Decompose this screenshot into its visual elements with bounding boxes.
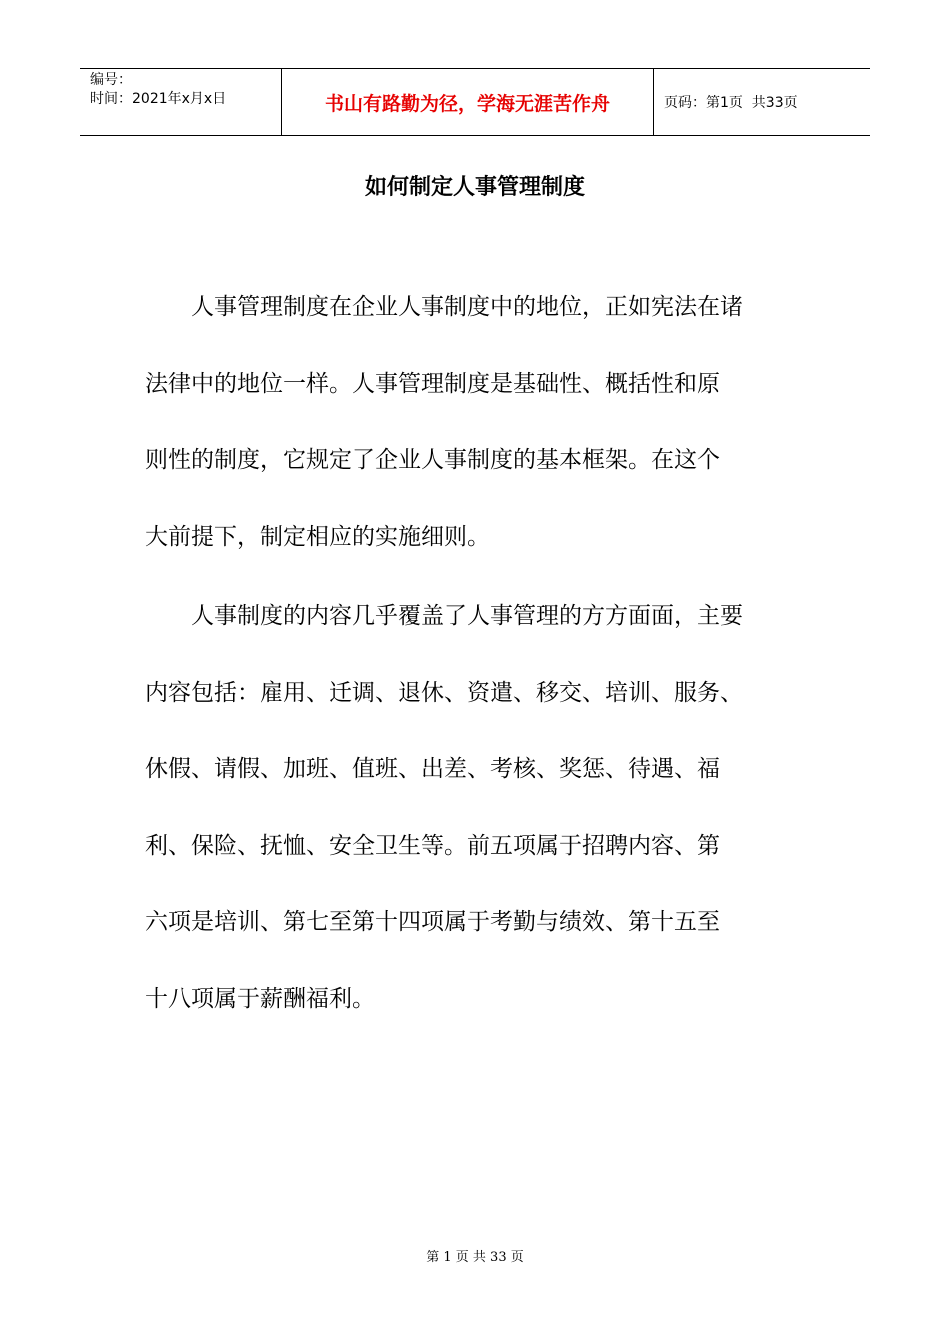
paragraph-line: 人事制度的内容几乎覆盖了人事管理的方方面面，主要	[145, 603, 743, 629]
paragraph-line: 利、保险、抚恤、安全卫生等。前五项属于招聘内容、第	[145, 832, 720, 859]
page-footer: 第 1 页 共 33 页	[426, 1250, 524, 1265]
paragraph-line: 六项是培训、第七至第十四项属于考勤与绩效、第十五至	[145, 909, 720, 935]
paragraph-line: 大前提下，制定相应的实施细则。	[145, 523, 490, 550]
paragraph-line: 法律中的地位一样。人事管理制度是基础性、概括性和原	[145, 370, 720, 397]
paragraph-line: 内容包括：雇用、迁调、退休、资遣、移交、培训、服务、	[145, 679, 743, 706]
paragraph-2	[145, 578, 810, 1037]
document-title: 如何制定人事管理制度	[364, 174, 585, 200]
header-meta	[80, 69, 282, 135]
document-time-label: 时间：2021年x月x日	[90, 91, 227, 107]
paragraph-line: 休假、请假、加班、值班、出差、考核、奖惩、待遇、福	[145, 756, 720, 782]
paragraph-line: 则性的制度，它规定了企业人事制度的基本框架。在这个	[145, 447, 720, 473]
header-page-info: 页码：第1页 共33页	[664, 95, 798, 111]
paragraph-1	[145, 269, 810, 575]
header-motto: 书山有路勤为径，学海无涯苦作舟	[282, 69, 654, 135]
paragraph-line: 人事管理制度在企业人事制度中的地位，正如宪法在诸	[145, 294, 743, 320]
paragraph-line: 十八项属于薪酬福利。	[145, 985, 375, 1012]
document-header	[80, 68, 870, 136]
document-number-label: 编号：	[90, 72, 132, 88]
